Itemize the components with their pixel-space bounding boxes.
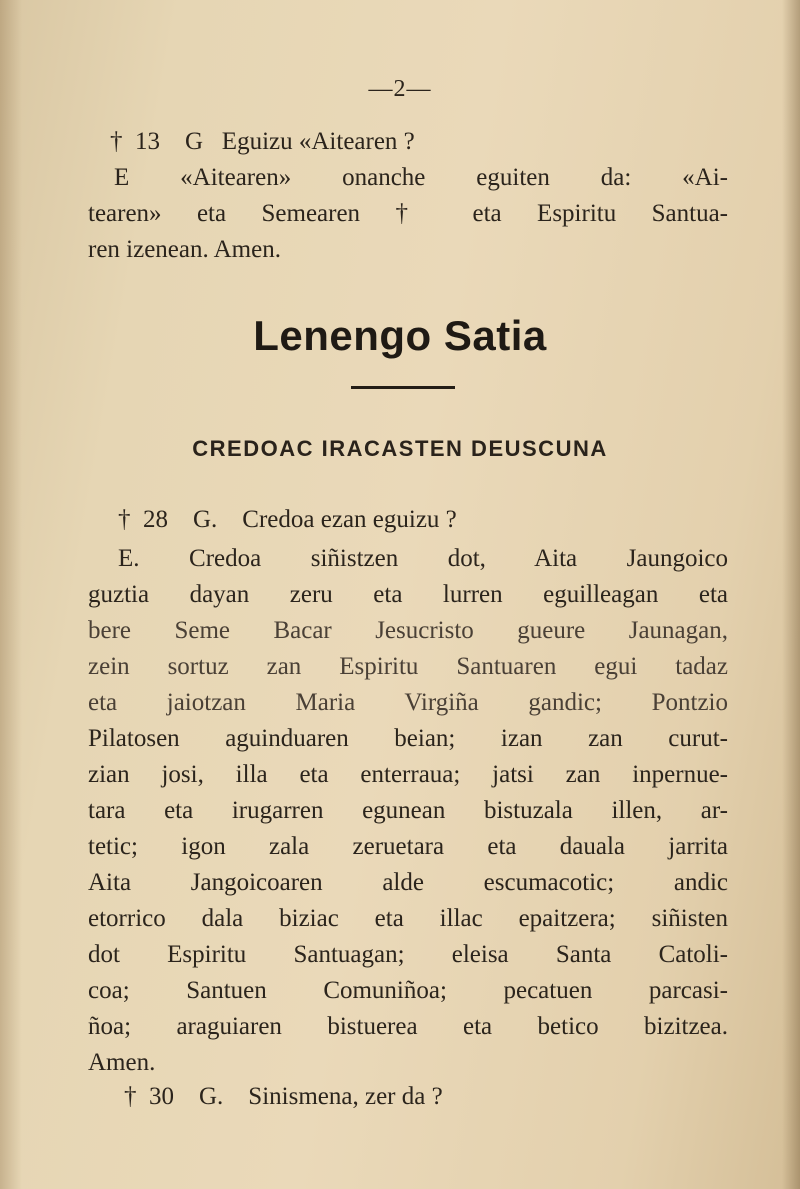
q28-answer-line-6: Pilatosen aguinduaren beian; izan zan curut- [88, 725, 728, 752]
q28-answer-line-11: etorrico dala biziac eta illac epaitzera; siñisten [88, 905, 728, 932]
q28-answer-line-2: guztia dayan zeru eta lurren eguilleagan eta [88, 581, 728, 608]
intro-answer-line-1: E «Aitearen» onanche eguiten da: «Ai- [114, 164, 728, 191]
title-rule [351, 386, 455, 389]
q28-answer-line-13: coa; Santuen Comuniñoa; pecatuen parcasi- [88, 977, 728, 1004]
q28-answer-line-4: zein sortuz zan Espiritu Santuaren egui tadaz [88, 653, 728, 680]
q28-answer-line-15: Amen. [88, 1049, 156, 1076]
page-shadow-right [782, 0, 800, 1189]
intro-answer-line-2: tearen» eta Semearen † eta Espiritu Santua- [88, 200, 728, 227]
page-shadow-left [0, 0, 22, 1189]
q28-answer-line-5: eta jaiotzan Maria Virgiña gandic; Pontzio [88, 689, 728, 716]
q28-question: † 28 G. Credoa ezan eguizu ? [118, 506, 457, 533]
q28-answer-line-8: tara eta irugarren egunean bistuzala illen, ar- [88, 797, 728, 824]
q28-answer-line-1: E. Credoa siñistzen dot, Aita Jaungoico [118, 545, 728, 572]
intro-question: † 13 G Eguizu «Aitearen ? [110, 128, 415, 155]
section-subtitle: CREDOAC IRACASTEN DEUSCUNA [192, 436, 608, 461]
q30-question: † 30 G. Sinismena, zer da ? [124, 1083, 443, 1110]
q28-answer-line-9: tetic; igon zala zeruetara eta dauala jarrita [88, 833, 728, 860]
intro-answer-line-3: ren izenean. Amen. [88, 236, 281, 263]
q28-answer-line-12: dot Espiritu Santuagan; eleisa Santa Catoli- [88, 941, 728, 968]
q28-answer-line-10: Aita Jangoicoaren alde escumacotic; andic [88, 869, 728, 896]
section-title: Lenengo Satia [253, 312, 547, 359]
page-number: —2— [368, 76, 432, 102]
q28-answer-line-7: zian josi, illa eta enterraua; jatsi zan inpernue- [88, 761, 728, 788]
q28-answer-line-14: ñoa; araguiaren bistuerea eta betico bizitzea. [88, 1013, 728, 1040]
q28-answer-line-3: bere Seme Bacar Jesucristo gueure Jaunagan, [88, 617, 728, 644]
